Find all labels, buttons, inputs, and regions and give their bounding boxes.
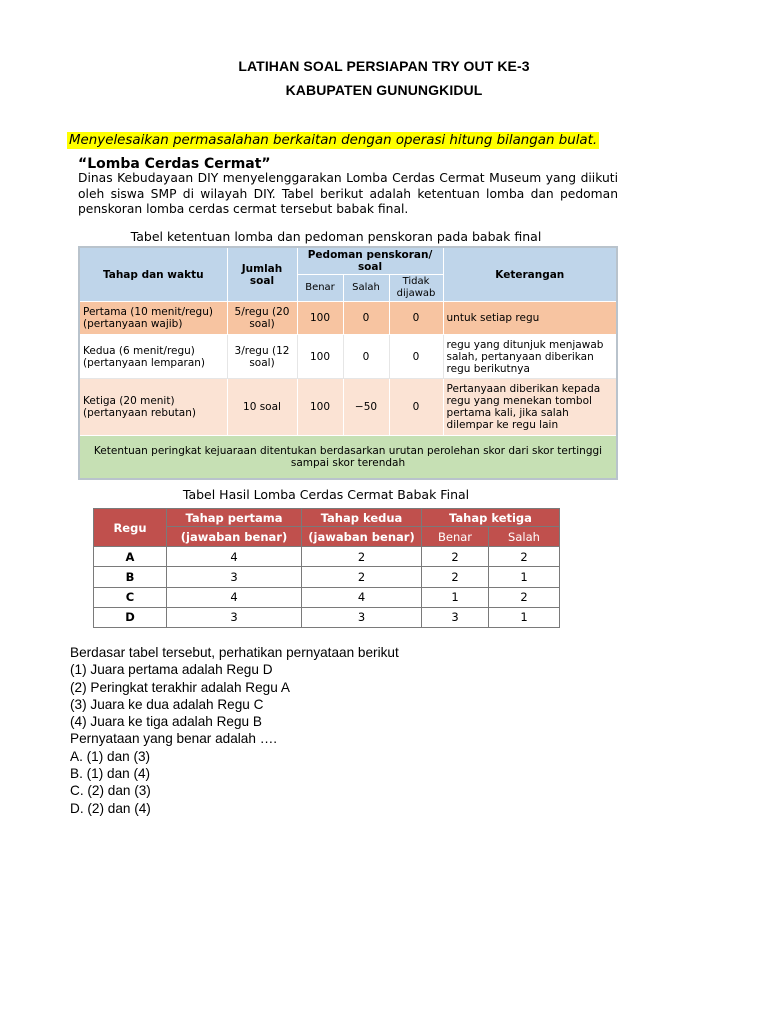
cell-wrong: 0	[343, 335, 389, 379]
answer-option: A. (1) dan (3)	[70, 748, 151, 764]
cell-team: B	[94, 567, 167, 587]
cell-stage1: 4	[167, 587, 302, 607]
problem-title: “Lomba Cerdas Cermat”	[78, 156, 271, 172]
cell-correct: 100	[297, 302, 343, 335]
cell-stage3-correct: 2	[422, 547, 489, 567]
cell-footer: Ketentuan peringkat kejuaraan ditentukan berdasarkan urutan perolehan skor dari skor tertinggi sampai skor terendah	[79, 436, 617, 479]
statement-item: (4) Juara ke tiga adalah Regu B	[70, 714, 262, 730]
header-scoring: Pedoman penskoran/ soal	[297, 247, 443, 275]
header-stage: Tahap dan waktu	[79, 247, 227, 302]
table-row	[94, 587, 560, 607]
cell-stage: Kedua (6 menit/regu) (pertanyaan lemparan)	[79, 335, 227, 379]
cell-stage3-wrong: 2	[489, 547, 560, 567]
cell-stage: Pertama (10 menit/regu) (pertanyaan wajib)	[79, 302, 227, 335]
table-row	[79, 335, 617, 379]
cell-correct: 100	[297, 335, 343, 379]
cell-team: C	[94, 587, 167, 607]
header-wrong: Salah	[489, 527, 560, 547]
answer-option: B. (1) dan (4)	[70, 766, 151, 782]
table-row	[79, 302, 617, 335]
cell-unanswered: 0	[389, 335, 443, 379]
cell-stage3-wrong: 2	[489, 587, 560, 607]
results-table-caption: Tabel Hasil Lomba Cerdas Cermat Babak Final	[182, 487, 470, 502]
answer-option: D. (2) dan (4)	[70, 800, 151, 816]
cell-stage3-correct: 1	[422, 587, 489, 607]
header-correct: Benar	[297, 275, 343, 302]
header-wrong: Salah	[343, 275, 389, 302]
table-row	[94, 567, 560, 587]
rules-table-caption: Tabel ketentuan lomba dan pedoman penskoran pada babak final	[130, 229, 542, 244]
cell-count: 10 soal	[227, 379, 297, 436]
answer-option: C. (2) dan (3)	[70, 783, 151, 799]
table-row	[94, 607, 560, 627]
cell-team: A	[94, 547, 167, 567]
rules-table	[78, 246, 618, 480]
cell-stage3-wrong: 1	[489, 567, 560, 587]
header-count: Jumlah soal	[227, 247, 297, 302]
cell-stage3-correct: 3	[422, 607, 489, 627]
cell-count: 3/regu (12 soal)	[227, 335, 297, 379]
header-stage2: Tahap kedua	[302, 509, 422, 527]
cell-notes: regu yang ditunjuk menjawab salah, pertanyaan diberikan regu berikutnya	[443, 335, 617, 379]
statement-item: (2) Peringkat terakhir adalah Regu A	[70, 679, 290, 695]
header-stage3: Tahap ketiga	[422, 509, 560, 527]
document-subtitle: KABUPATEN GUNUNGKIDUL	[285, 82, 483, 98]
cell-stage1: 4	[167, 547, 302, 567]
problem-paragraph: Dinas Kebudayaan DIY menyelenggarakan Lomba Cerdas Cermat Museum yang diikuti oleh siswa SMP di wilayah DIY. Tabel berikut adalah ketentuan lomba dan pedoman penskoran lomba cerdas cermat tersebut babak final.	[78, 171, 618, 216]
header-notes: Keterangan	[443, 247, 617, 302]
document-title: LATIHAN SOAL PERSIAPAN TRY OUT KE-3	[238, 58, 530, 74]
cell-notes: untuk setiap regu	[443, 302, 617, 335]
question-block	[70, 644, 399, 817]
table-footer-row	[79, 436, 617, 479]
cell-stage1: 3	[167, 567, 302, 587]
cell-stage2: 3	[302, 607, 422, 627]
cell-wrong: 0	[343, 302, 389, 335]
cell-unanswered: 0	[389, 302, 443, 335]
cell-stage2: 2	[302, 547, 422, 567]
cell-correct: 100	[297, 379, 343, 436]
question-intro: Berdasar tabel tersebut, perhatikan pernyataan berikut	[70, 645, 399, 660]
cell-stage1: 3	[167, 607, 302, 627]
cell-stage3-wrong: 1	[489, 607, 560, 627]
results-table	[93, 508, 560, 628]
topic-text: Menyelesaikan permasalahan berkaitan dengan operasi hitung bilangan bulat.	[69, 133, 598, 148]
header-stage2-sub: (jawaban benar)	[302, 527, 422, 547]
header-unanswered: Tidak dijawab	[389, 275, 443, 302]
table-row	[79, 379, 617, 436]
topic-highlight	[67, 132, 599, 149]
header-stage1-sub: (jawaban benar)	[167, 527, 302, 547]
statement-item: (3) Juara ke dua adalah Regu C	[70, 696, 264, 712]
cell-stage3-correct: 2	[422, 567, 489, 587]
cell-stage2: 2	[302, 567, 422, 587]
cell-count: 5/regu (20 soal)	[227, 302, 297, 335]
header-team: Regu	[94, 509, 167, 547]
cell-stage2: 4	[302, 587, 422, 607]
cell-stage: Ketiga (20 menit) (pertanyaan rebutan)	[79, 379, 227, 436]
table-row	[94, 547, 560, 567]
cell-team: D	[94, 607, 167, 627]
header-correct: Benar	[422, 527, 489, 547]
cell-notes: Pertanyaan diberikan kepada regu yang menekan tombol pertama kali, jika salah dilempar ke regu lain	[443, 379, 617, 436]
header-stage1: Tahap pertama	[167, 509, 302, 527]
question-prompt: Pernyataan yang benar adalah ….	[70, 731, 278, 747]
cell-wrong: −50	[343, 379, 389, 436]
statement-item: (1) Juara pertama adalah Regu D	[70, 662, 273, 678]
cell-unanswered: 0	[389, 379, 443, 436]
